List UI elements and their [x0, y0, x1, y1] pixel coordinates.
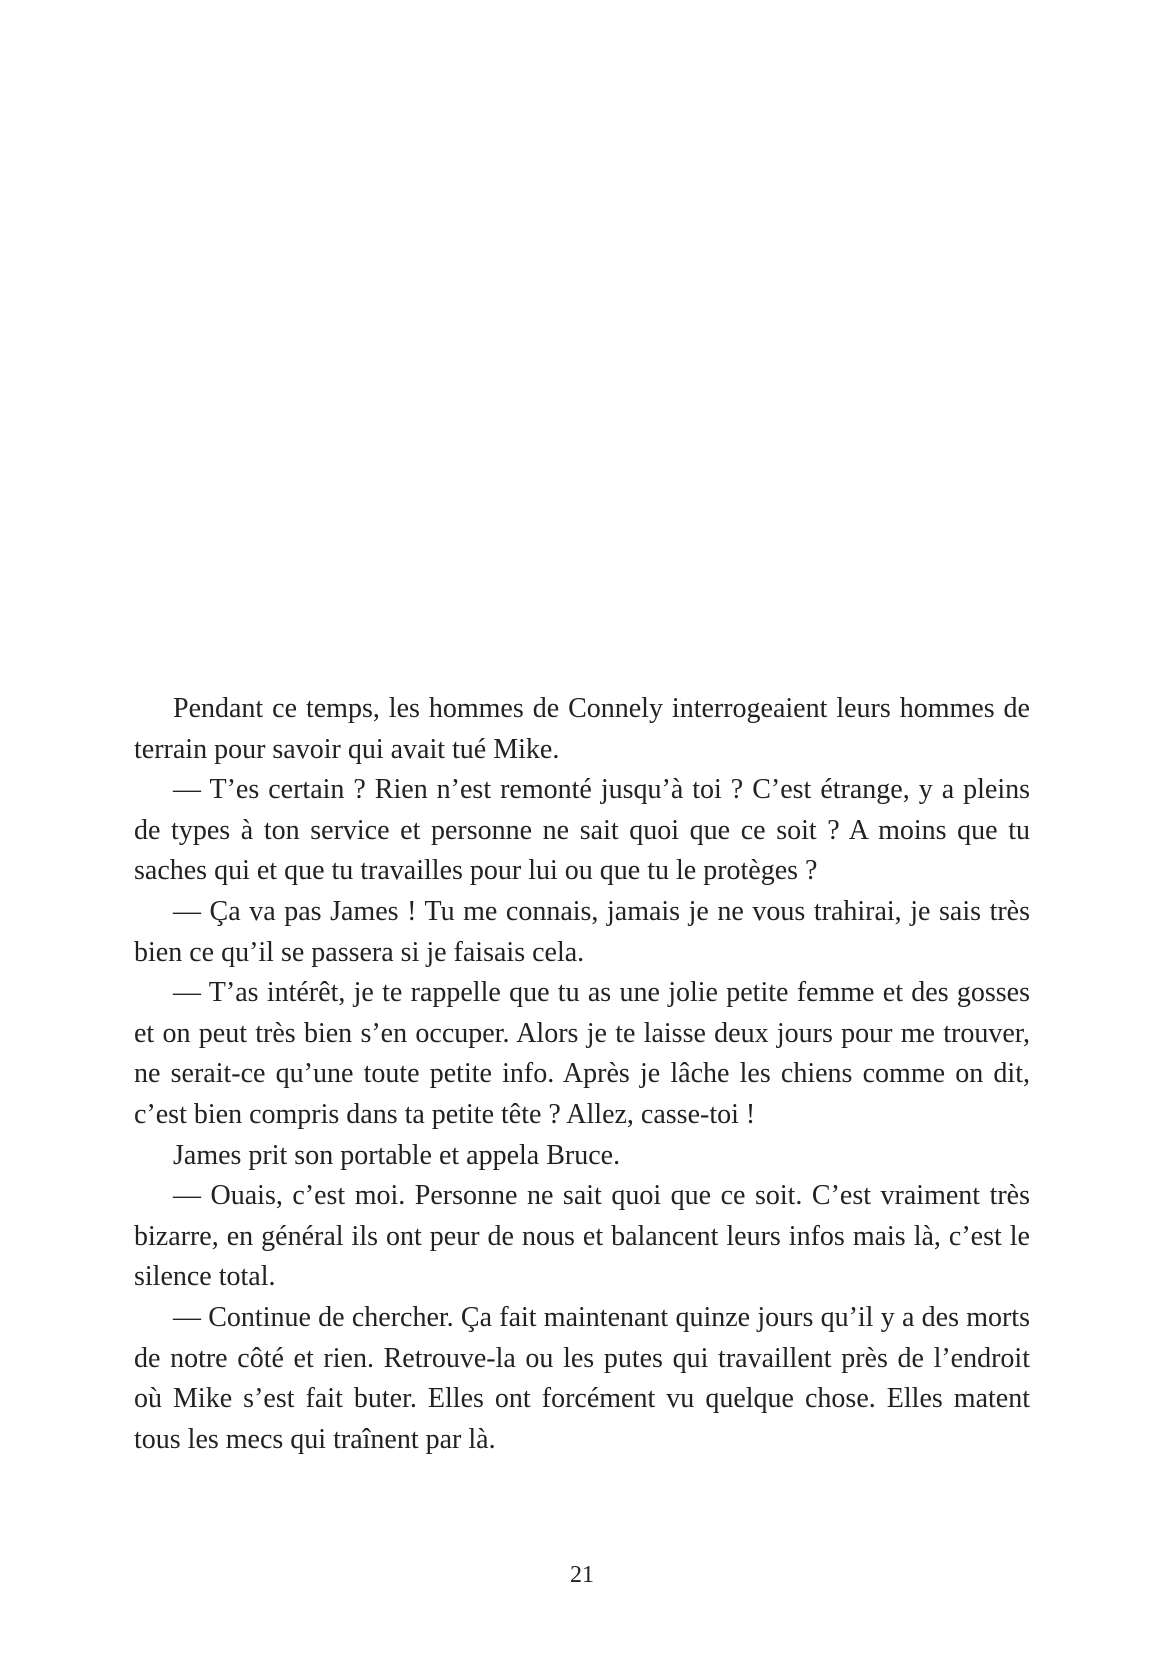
body-text: [134, 689, 1030, 1460]
paragraph-1: Pendant ce temps, les hommes de Connely interrogeaient leurs hommes de terrain pour savoir qui avait tué Mike.: [134, 693, 1030, 765]
paragraph-2: — T’es certain ? Rien n’est remonté jusqu’à toi ? C’est étrange, y a pleins de types à ton service et personne ne sait quoi que ce soit ? A moins que tu saches qui et que tu travailles pour lui ou que tu le protèges ?: [134, 774, 1030, 887]
paragraph-4: — T’as intérêt, je te rappelle que tu as une jolie petite femme et des gosses et on peut très bien s’en occuper. Alors je te laisse deux jours pour me trouver, ne serait-ce qu’une toute petite info. Après je lâche les chiens comme on dit, c’est bien compris dans ta petite tête ? Allez, casse-toi !: [134, 977, 1030, 1130]
paragraph-7: — Continue de chercher. Ça fait maintenant quinze jours qu’il y a des morts de notre côté et rien. Retrouve-la ou les putes qui travaillent près de l’endroit où Mike s’est fait buter. Elles ont forcément vu quelque chose. Elles matent tous les mecs qui traînent par là.: [134, 1301, 1030, 1455]
paragraph-5: James prit son portable et appela Bruce.: [173, 1139, 621, 1171]
paragraph-3: — Ça va pas James ! Tu me connais, jamais je ne vous trahirai, je sais très bien ce qu’il se passera si je faisais cela.: [134, 895, 1030, 968]
page-number: 21: [570, 1562, 594, 1588]
paragraph-6: — Ouais, c’est moi. Personne ne sait quoi que ce soit. C’est vraiment très bizarre, en général ils ont peur de nous et balancent leurs infos mais là, c’est le silence total.: [134, 1180, 1030, 1293]
